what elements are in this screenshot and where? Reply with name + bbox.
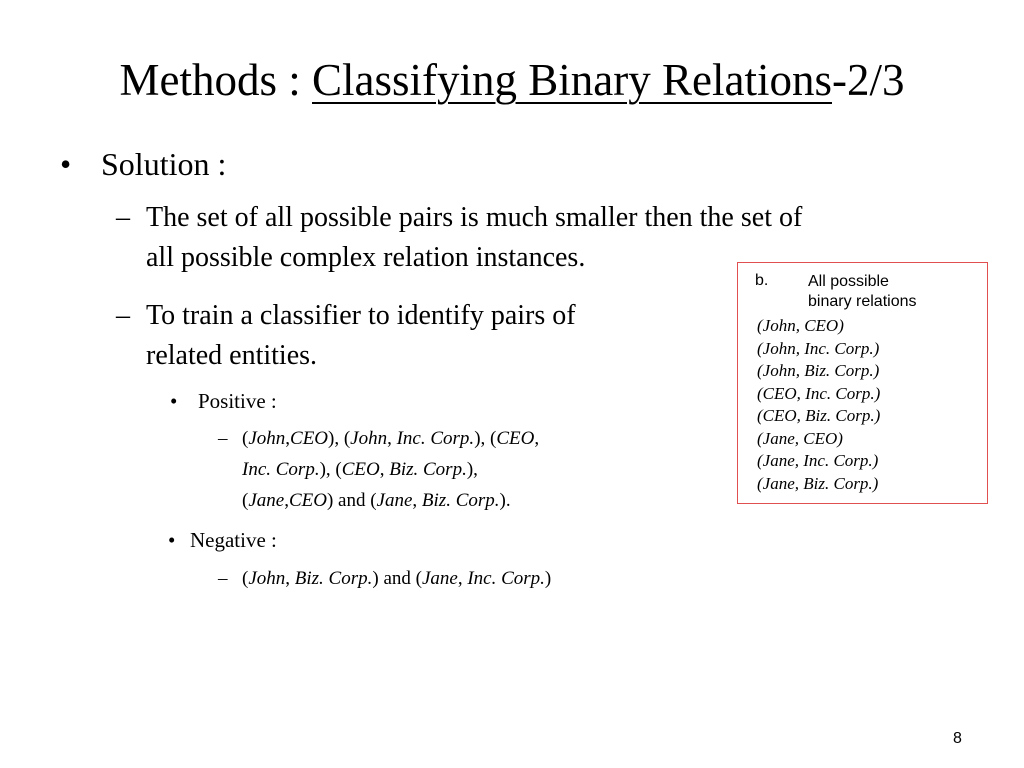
pair-item: (CEO, Biz. Corp.) <box>757 406 881 425</box>
binary-relations-figure <box>737 262 988 504</box>
pair-item: (CEO, Inc. Corp.) <box>757 383 881 403</box>
dash-mark: – <box>218 568 228 589</box>
bullet-mark: • <box>170 389 178 413</box>
figure-heading <box>808 272 917 312</box>
positive-label: Positive : <box>198 389 277 413</box>
pair-item: (John, Biz. Corp.) <box>757 361 880 380</box>
pair-item: (John, Inc. Corp.) <box>757 338 880 358</box>
page-number: 8 <box>953 730 962 747</box>
solution-heading: Solution : <box>101 146 227 182</box>
figure-heading-line-1: All possible <box>808 273 889 290</box>
positive-example-line-3: (Jane,CEO) and (Jane, Biz. Corp.). <box>242 490 511 511</box>
subpoint-2-line-1: To train a classifier to identify pairs of <box>146 300 576 331</box>
pair-list <box>757 315 880 495</box>
bullet-mark: • <box>168 528 176 552</box>
negative-example: (John, Biz. Corp.) and (Jane, Inc. Corp.) <box>242 568 552 589</box>
pair-item: (John, CEO) <box>757 316 844 335</box>
subpoint-1-line-2: all possible complex relation instances. <box>146 242 586 273</box>
dash-mark: – <box>116 202 130 233</box>
figure-label: b. <box>755 272 769 289</box>
slide-title <box>0 52 1024 108</box>
subpoint-2-line-2: related entities. <box>146 340 318 371</box>
title-suffix: -2/3 <box>831 55 905 105</box>
positive-example-line-2: Inc. Corp.), (CEO, Biz. Corp.), <box>242 459 478 480</box>
positive-example-line-1: (John,CEO), (John, Inc. Corp.), (CEO, <box>242 428 540 449</box>
title-prefix: Methods : <box>119 55 313 105</box>
subpoint-1-line-1: The set of all possible pairs is much smaller then the set of <box>146 202 803 233</box>
dash-mark: – <box>116 300 130 331</box>
figure-heading-line-2: binary relations <box>808 293 917 310</box>
bullet-mark: • <box>60 146 72 182</box>
pair-item: (Jane, CEO) <box>757 428 843 448</box>
title-underlined: Classifying Binary Relations <box>312 55 832 105</box>
pair-item: (Jane, Biz. Corp.) <box>757 473 879 493</box>
dash-mark: – <box>218 428 228 449</box>
negative-label: Negative : <box>190 528 277 552</box>
pair-item: (Jane, Inc. Corp.) <box>757 451 879 470</box>
